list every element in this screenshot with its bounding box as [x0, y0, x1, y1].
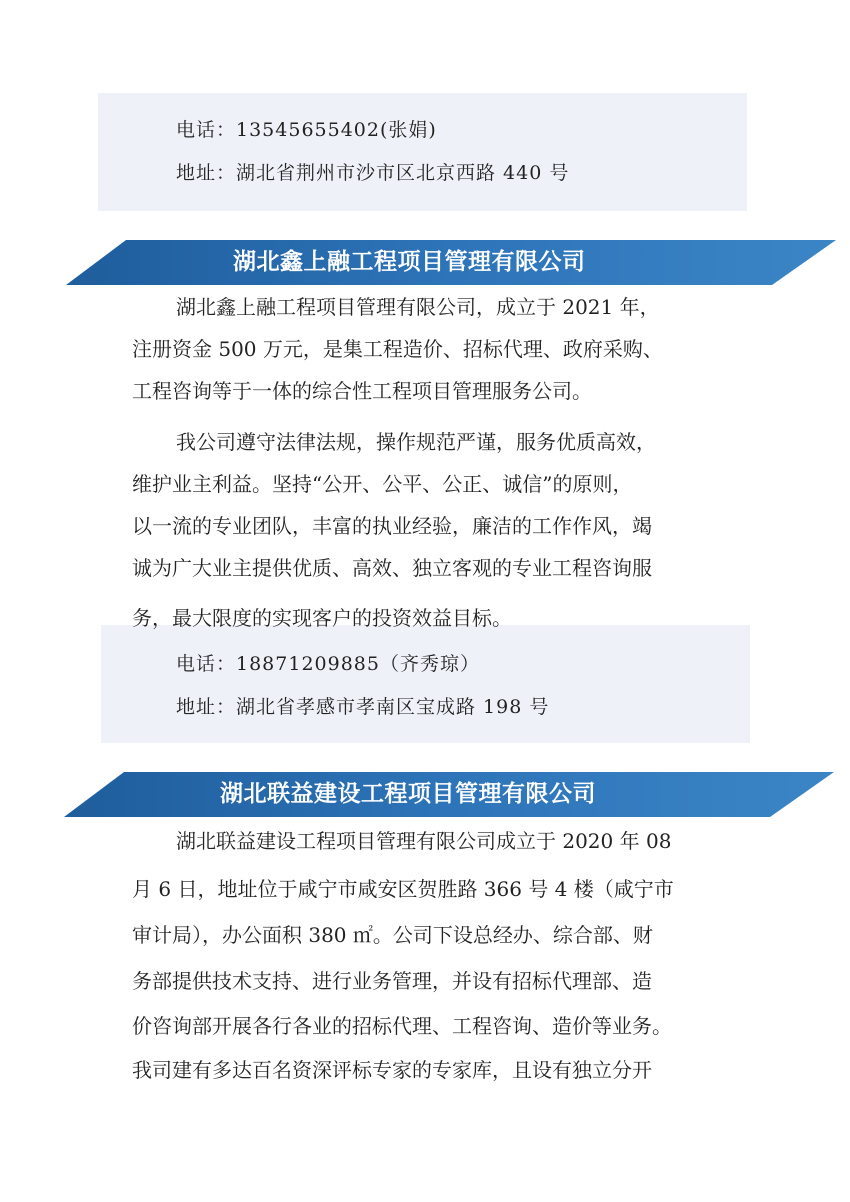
- para-line: 诚为广大业主提供优质、高效、独立客观的专业工程咨询服: [132, 556, 652, 580]
- para-line: 我公司遵守法律法规，操作规范严谨，服务优质高效，: [176, 430, 656, 454]
- para-line: 以一流的专业团队，丰富的执业经验，廉洁的工作作风，竭: [132, 514, 652, 538]
- para-line: 维护业主利益。坚持“公开、公平、公正、诚信”的原则，: [132, 472, 633, 496]
- contact-box-2: [101, 625, 750, 743]
- section-title-3: 湖北联益建设工程项目管理有限公司: [220, 781, 596, 807]
- section-banner-3: [64, 772, 834, 817]
- address-1: 地址：湖北省荆州市沙市区北京西路 440 号: [176, 162, 570, 184]
- address-2: 地址：湖北省孝感市孝南区宝成路 198 号: [176, 696, 550, 718]
- para-line: 务，最大限度的实现客户的投资效益目标。: [132, 606, 512, 630]
- section-title-2: 湖北鑫上融工程项目管理有限公司: [233, 249, 586, 275]
- phone-1: 电话：13545655402(张娟): [176, 119, 437, 141]
- para-line: 工程咨询等于一体的综合性工程项目管理服务公司。: [132, 379, 592, 403]
- para-line: 审计局），办公面积 380 ㎡。公司下设总经办、综合部、财: [132, 923, 653, 947]
- para-line: 注册资金 500 万元，是集工程造价、招标代理、政府采购、: [132, 337, 663, 361]
- para-line: 月 6 日，地址位于咸宁市咸安区贺胜路 366 号 4 楼（咸宁市: [132, 877, 674, 901]
- phone-2: 电话：18871209885（齐秀琼）: [176, 653, 480, 675]
- para-line: 价咨询部开展各行各业的招标代理、工程咨询、造价等业务。: [132, 1014, 672, 1038]
- para-line: 我司建有多达百名资深评标专家的专家库，且设有独立分开: [132, 1058, 652, 1082]
- contact-box-1: [98, 93, 747, 211]
- para-line: 务部提供技术支持、进行业务管理，并设有招标代理部、造: [132, 969, 652, 993]
- section-banner-2: [66, 240, 836, 285]
- para-line: 湖北鑫上融工程项目管理有限公司，成立于 2021 年，: [176, 295, 660, 319]
- para-line: 湖北联益建设工程项目管理有限公司成立于 2020 年 08: [176, 829, 672, 853]
